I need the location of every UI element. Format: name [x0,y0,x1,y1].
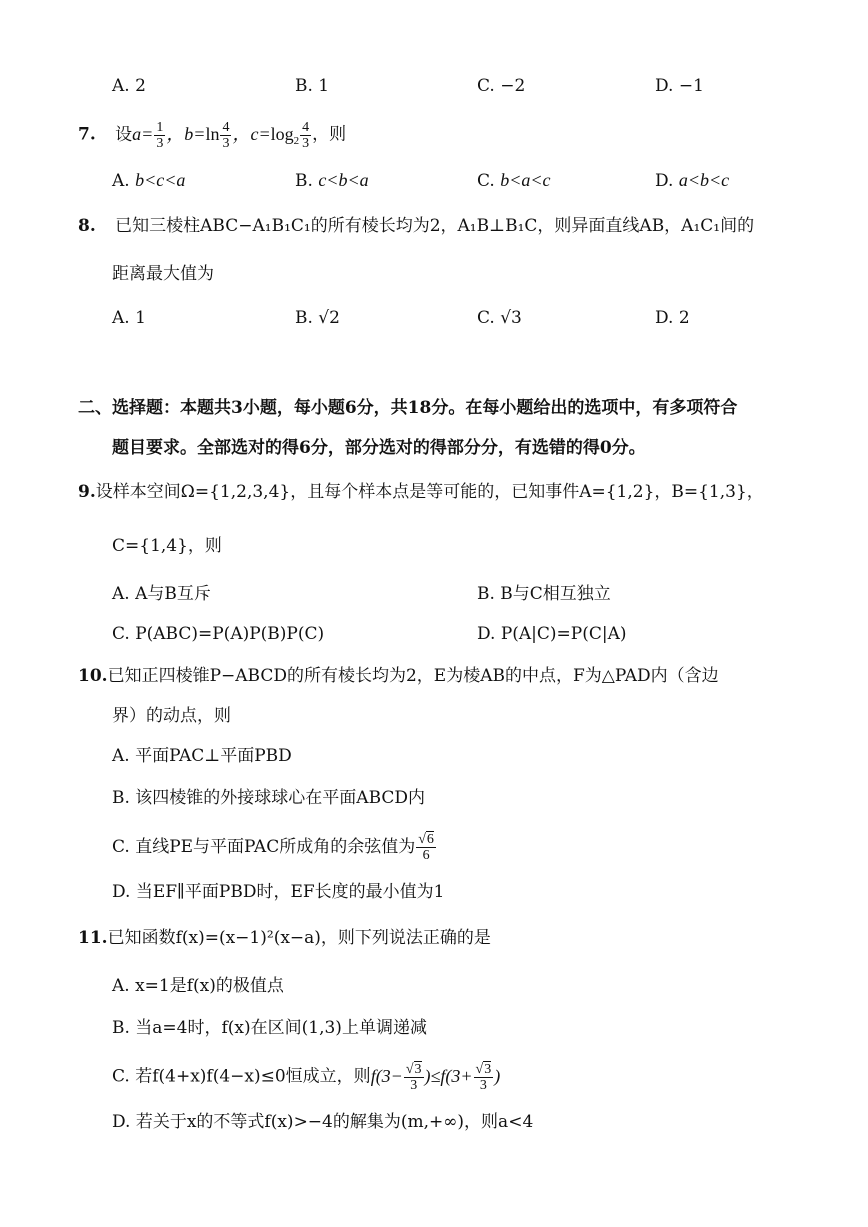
section-2-heading: 二、选择题：本题共3小题，每小题6分，共18分。在每小题给出的选项中，有多项符合 [78,398,738,418]
q9-stem-line1: 9.设样本空间Ω={1,2,3,4}，且每个样本点是等可能的，已知事件A={1,2}，B={1,3}， [78,482,764,502]
q7-prefix: 设 [115,124,133,145]
q7-option-c: C. b<a<c [477,170,551,191]
q7-stem [78,120,346,153]
q9-number: 9. [78,482,96,502]
q10-number: 10. [78,666,108,686]
q9-option-a: A. A与B互斥 [112,584,211,604]
q6-option-b: B. 1 [295,76,330,96]
q10-option-b: B. 该四棱锥的外接球球心在平面ABCD内 [112,788,426,808]
q7-option-a: A. b<c<a [112,170,186,191]
q10-option-c-fraction: $\frac{√6}{6}$ [418,832,434,863]
q8-number: 8. [78,216,96,236]
q7-number: 7. [78,124,96,145]
q7-option-b: B. c<b<a [295,170,369,191]
q8-option-d: D. 2 [655,308,690,328]
q8-option-b: B. √2 [295,308,340,328]
q9-option-b: B. B与C相互独立 [477,584,611,604]
q11-option-c-inequality: f(3− $\frac{√3}{3}$ )≤f(3+ $\frac{√3}{3}$ ) [370,1062,501,1093]
q11-number: 11. [78,928,108,948]
q8-stem-line2: 距离最大值为 [112,264,214,284]
q10-option-a: A. 平面PAC⊥平面PBD [112,746,292,766]
q11-option-c: C. 若f(4+x)f(4−x)≤0恒成立，则f(3− $\frac{√3}{3}$ )≤f(3+ $\frac{√3}{3}$ ) [112,1062,501,1093]
q11-option-b: B. 当a=4时，f(x)在区间(1,3)上单调递减 [112,1018,427,1038]
q8-stem-line1: 8. 已知三棱柱ABC−A₁B₁C₁的所有棱长均为2，A₁B⊥B₁C，则异面直线AB，A₁C₁间的 [78,216,755,236]
q11-option-a: A. x=1是f(x)的极值点 [112,976,284,996]
q11-option-d: D. 若关于x的不等式f(x)>−4的解集为(m,+∞)，则a<4 [112,1112,534,1132]
q10-option-d: D. 当EF∥平面PBD时，EF长度的最小值为1 [112,882,445,902]
q6-option-d: D. −1 [655,76,704,96]
q9-option-c: C. P(ABC)=P(A)P(B)P(C) [112,624,325,644]
q8-option-c: C. √3 [477,308,522,328]
q7-tail: ，则 [312,124,347,145]
q6-option-c: C. −2 [477,76,526,96]
q11-stem: 11.已知函数f(x)=(x−1)²(x−a)，则下列说法正确的是 [78,928,491,948]
q10-stem-line1: 10.已知正四棱锥P−ABCD的所有棱长均为2，E为棱AB的中点，F为△PAD内（含边 [78,666,719,686]
q9-stem-line2: C={1,4}，则 [112,536,222,556]
q10-option-c: C. 直线PE与平面PAC所成角的余弦值为 $\frac{√6}{6}$ [112,832,434,863]
q10-stem-line2: 界）的动点，则 [112,706,231,726]
q7-formula: a= $\frac{1}{3}$ ，b=ln $\frac{4}{3}$ ，$c=\log_2$ $\frac{4}{3}$ [132,120,310,151]
q8-option-a: A. 1 [112,308,146,328]
section-2-heading-line2: 题目要求。全部选对的得6分，部分选对的得部分分，有选错的得0分。 [112,438,646,458]
q9-option-d: D. P(A|C)=P(C|A) [477,624,627,644]
q6-option-a: A. 2 [112,76,146,96]
q7-option-d: D. a<b<c [655,170,730,191]
